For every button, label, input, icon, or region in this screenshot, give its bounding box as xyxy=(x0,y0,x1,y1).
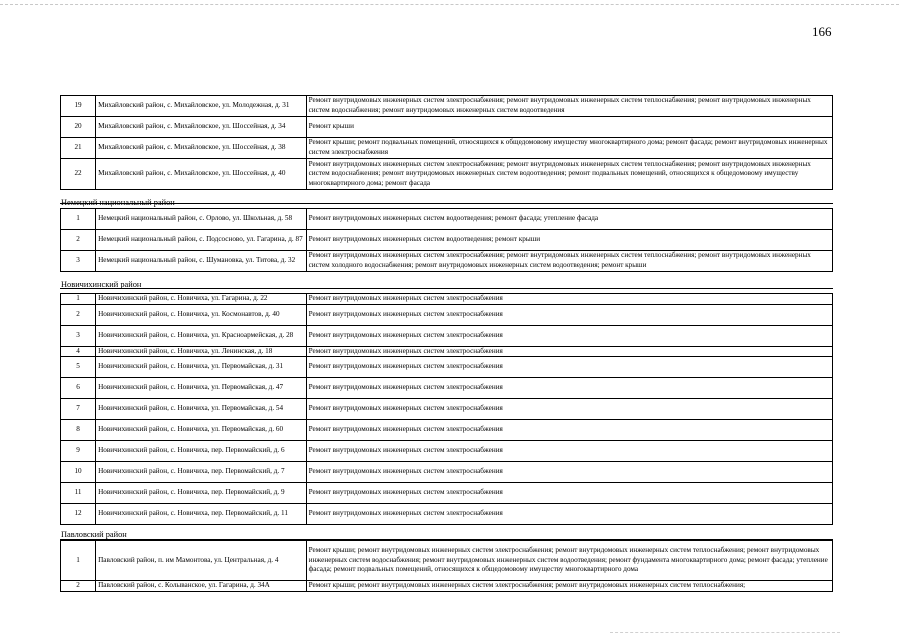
row-number: 7 xyxy=(61,399,96,420)
row-work: Ремонт внутридомовых инженерных систем водоотведения; ремонт фасада; утепление фасада xyxy=(306,209,832,230)
table-pavlovsky xyxy=(60,540,833,592)
row-number: 20 xyxy=(61,117,96,138)
table-row xyxy=(61,581,833,592)
row-work: Ремонт внутридомовых инженерных систем электроснабжения xyxy=(306,462,832,483)
row-address: Новичихинский район, с. Новичиха, ул. Первомайская, д. 60 xyxy=(96,420,307,441)
row-address: Немецкий национальный район, с. Шумановка, ул. Титова, д. 32 xyxy=(96,251,307,272)
row-work: Ремонт внутридомовых инженерных систем электроснабжения; ремонт внутридомовых инженерных систем теплоснабжения; ремонт внутридомовых инженерных систем водоснабжения; ремонт внутридомовых инженерных систем водоотведения; ремонт подвальных помещений, относящихся к общедомовому имуществу многоквартирного дома; ремонт фасада xyxy=(306,159,832,190)
row-number: 6 xyxy=(61,378,96,399)
row-work: Ремонт внутридомовых инженерных систем электроснабжения xyxy=(306,304,832,325)
scan-bottom-marks xyxy=(610,632,840,634)
row-address: Новичихинский район, с. Новичиха, ул. Первомайская, д. 31 xyxy=(96,357,307,378)
row-work: Ремонт внутридомовых инженерных систем электроснабжения; ремонт внутридомовых инженерных систем теплоснабжения; ремонт внутридомовых инженерных систем водоснабжения; ремонт внутридомовых инженерных систем водоотведения xyxy=(306,96,832,117)
row-number: 5 xyxy=(61,357,96,378)
row-address: Михайловский район, с. Михайловское, ул. Шоссейная, д. 40 xyxy=(96,159,307,190)
row-address: Михайловский район, с. Михайловское, ул. Шоссейная, д. 34 xyxy=(96,117,307,138)
row-address: Новичихинский район, с. Новичиха, пер. Первомайский, д. 11 xyxy=(96,504,307,525)
row-work: Ремонт внутридомовых инженерных систем электроснабжения; ремонт внутридомовых инженерных систем теплоснабжения; ремонт внутридомовых инженерных систем холодного водоснабжения; ремонт внутридомовых инженерных систем водоотведения; ремонт крыши xyxy=(306,251,832,272)
row-work: Ремонт внутридомовых инженерных систем электроснабжения xyxy=(306,357,832,378)
table-row xyxy=(61,251,833,272)
row-address: Михайловский район, с. Михайловское, ул. Молодежная, д. 31 xyxy=(96,96,307,117)
table-row xyxy=(61,541,833,581)
row-number: 2 xyxy=(61,304,96,325)
row-number: 22 xyxy=(61,159,96,190)
table-row xyxy=(61,138,833,159)
row-address: Немецкий национальный район, с. Подсосново, ул. Гагарина, д. 87 xyxy=(96,230,307,251)
table-row xyxy=(61,117,833,138)
row-work: Ремонт крыши; ремонт внутридомовых инженерных систем электроснабжения; ремонт внутридомовых инженерных систем теплоснабжения; ремонт внутридомовых инженерных систем водоснабжения; ремонт внутридомовых инженерных систем водоотведения; ремонт фундамента многоквартирного дома; ремонт фасада; утепление фасада; ремонт подвальных помещений, относящихся к общедомовому имуществу многоквартирного дома xyxy=(306,541,832,581)
table-row xyxy=(61,399,833,420)
row-work: Ремонт внутридомовых инженерных систем электроснабжения xyxy=(306,483,832,504)
row-address: Новичихинский район, с. Новичиха, ул. Гагарина, д. 22 xyxy=(96,294,307,305)
row-work: Ремонт внутридомовых инженерных систем электроснабжения xyxy=(306,441,832,462)
table-row xyxy=(61,483,833,504)
row-work: Ремонт внутридомовых инженерных систем электроснабжения xyxy=(306,325,832,346)
row-number: 11 xyxy=(61,483,96,504)
table-row xyxy=(61,294,833,305)
row-work: Ремонт внутридомовых инженерных систем электроснабжения xyxy=(306,346,832,357)
row-address: Новичихинский район, с. Новичиха, ул. Первомайская, д. 47 xyxy=(96,378,307,399)
table-mikhailovsky xyxy=(60,95,833,190)
section-divider xyxy=(60,203,833,205)
row-number: 2 xyxy=(61,581,96,592)
row-work: Ремонт внутридомовых инженерных систем электроснабжения xyxy=(306,504,832,525)
row-number: 1 xyxy=(61,294,96,305)
section-heading-novichikhinsky: Новичихинский район xyxy=(61,280,142,289)
row-address: Новичихинский район, с. Новичиха, пер. Первомайский, д. 6 xyxy=(96,441,307,462)
row-address: Новичихинский район, с. Новичиха, пер. Первомайский, д. 9 xyxy=(96,483,307,504)
row-number: 2 xyxy=(61,230,96,251)
row-number: 8 xyxy=(61,420,96,441)
row-address: Новичихинский район, с. Новичиха, ул. Космонавтов, д. 40 xyxy=(96,304,307,325)
row-work: Ремонт внутридомовых инженерных систем электроснабжения xyxy=(306,420,832,441)
table-row xyxy=(61,441,833,462)
row-number: 12 xyxy=(61,504,96,525)
row-number: 4 xyxy=(61,346,96,357)
row-number: 19 xyxy=(61,96,96,117)
row-number: 9 xyxy=(61,441,96,462)
table-nemetsky xyxy=(60,208,833,272)
table-row xyxy=(61,230,833,251)
row-number: 1 xyxy=(61,209,96,230)
table-row xyxy=(61,462,833,483)
row-number: 10 xyxy=(61,462,96,483)
table-row xyxy=(61,159,833,190)
row-work: Ремонт крыши xyxy=(306,117,832,138)
section-divider xyxy=(60,288,833,290)
table-row xyxy=(61,304,833,325)
table-row xyxy=(61,209,833,230)
section-heading-pavlovsky: Павловский район xyxy=(61,530,127,539)
row-number: 1 xyxy=(61,541,96,581)
row-address: Новичихинский район, с. Новичиха, пер. Первомайский, д. 7 xyxy=(96,462,307,483)
row-number: 3 xyxy=(61,325,96,346)
table-row xyxy=(61,357,833,378)
table-novichikhinsky xyxy=(60,293,833,525)
row-work: Ремонт внутридомовых инженерных систем электроснабжения xyxy=(306,294,832,305)
table-row xyxy=(61,504,833,525)
table-row xyxy=(61,325,833,346)
row-address: Павловский район, п. им Мамонтова, ул. Центральная, д. 4 xyxy=(96,541,307,581)
table-row xyxy=(61,378,833,399)
section-heading-nemetsky: Немецкий национальный район xyxy=(61,198,175,207)
row-work: Ремонт внутридомовых инженерных систем электроснабжения xyxy=(306,378,832,399)
row-work: Ремонт внутридомовых инженерных систем водоотведения; ремонт крыши xyxy=(306,230,832,251)
page-number: 166 xyxy=(812,24,832,39)
row-address: Новичихинский район, с. Новичиха, ул. Первомайская, д. 54 xyxy=(96,399,307,420)
table-row xyxy=(61,346,833,357)
table-row xyxy=(61,420,833,441)
row-number: 3 xyxy=(61,251,96,272)
row-address: Новичихинский район, с. Новичиха, ул. Красноармейская, д. 28 xyxy=(96,325,307,346)
row-work: Ремонт крыши; ремонт внутридомовых инженерных систем электроснабжения; ремонт внутридомовых инженерных систем теплоснабжения; xyxy=(306,581,832,592)
row-address: Павловский район, с. Колыванское, ул. Гагарина, д. 34А xyxy=(96,581,307,592)
row-address: Немецкий национальный район, с. Орлово, ул. Школьная, д. 58 xyxy=(96,209,307,230)
row-address: Михайловский район, с. Михайловское, ул. Шоссейная, д. 38 xyxy=(96,138,307,159)
scan-top-edge xyxy=(0,4,899,6)
table-row xyxy=(61,96,833,117)
row-number: 21 xyxy=(61,138,96,159)
row-work: Ремонт крыши; ремонт подвальных помещений, относящихся к общедомовому имуществу многоквартирного дома; ремонт фасада; ремонт внутридомовых инженерных систем электроснабжения xyxy=(306,138,832,159)
row-address: Новичихинский район, с. Новичиха, ул. Ленинская, д. 18 xyxy=(96,346,307,357)
row-work: Ремонт внутридомовых инженерных систем электроснабжения xyxy=(306,399,832,420)
